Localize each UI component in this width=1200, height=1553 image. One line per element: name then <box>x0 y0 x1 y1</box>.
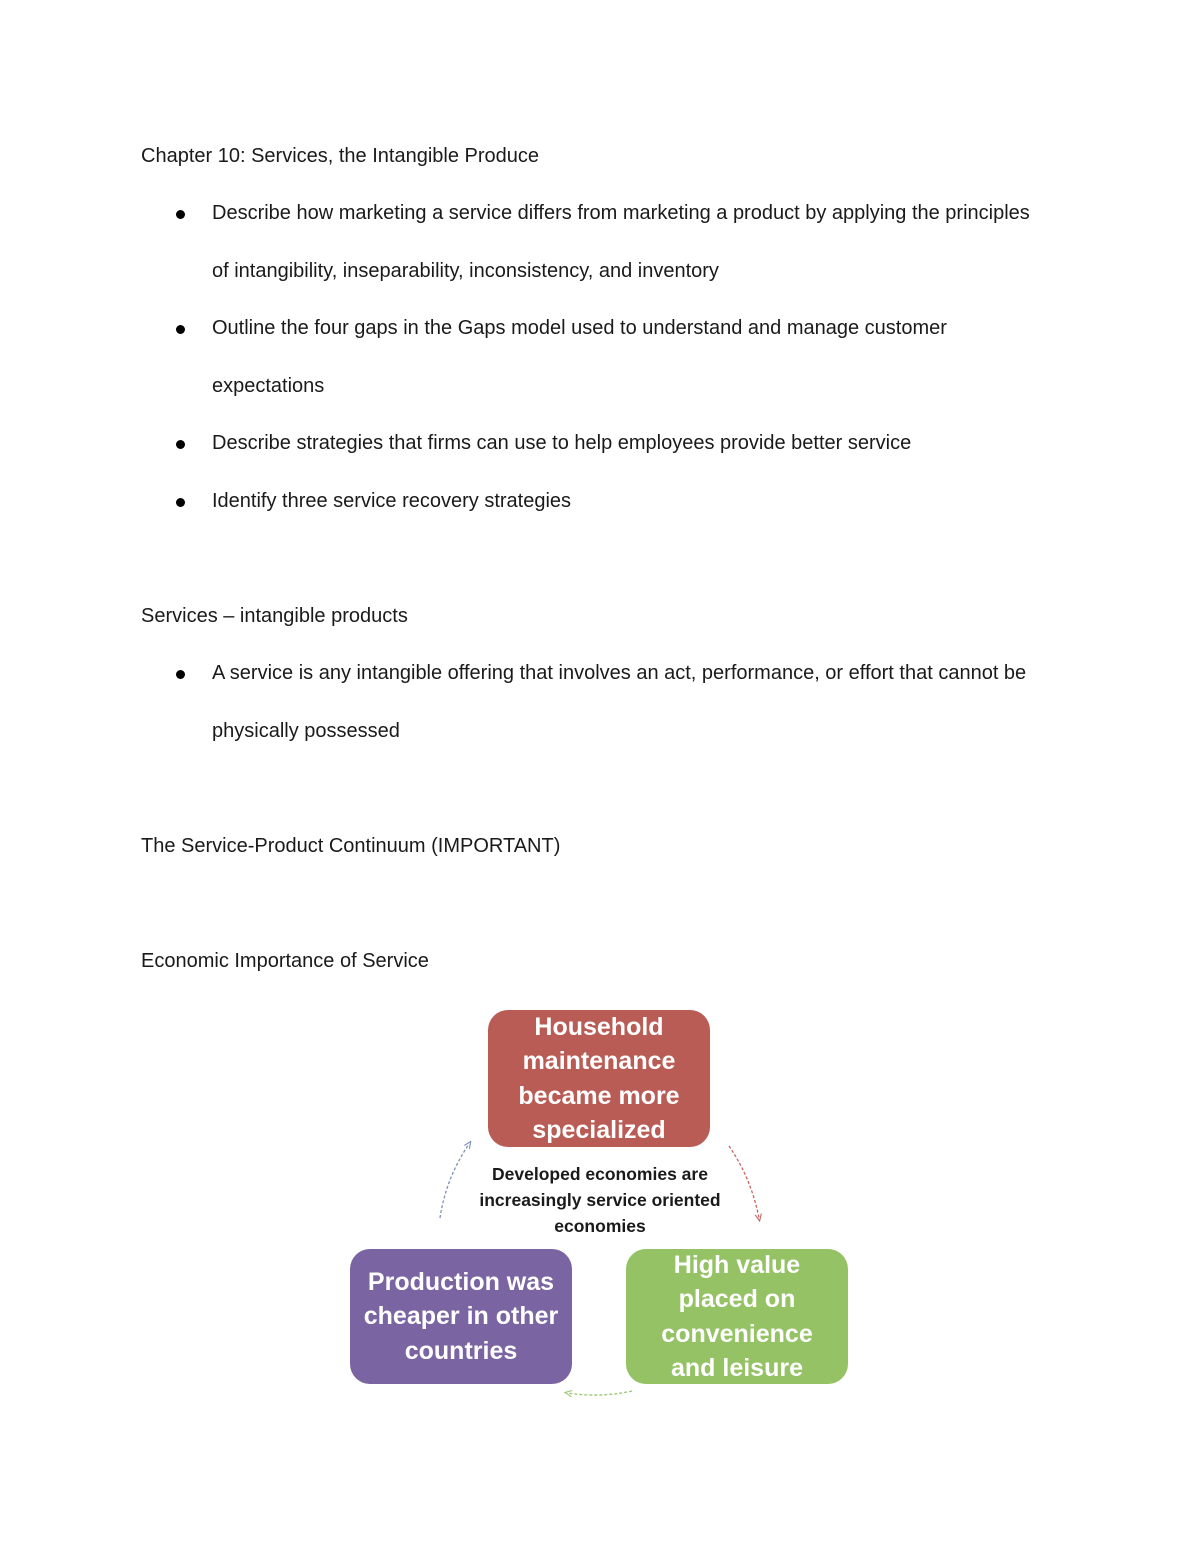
arrow-top-to-right <box>729 1146 759 1218</box>
list-item: Outline the four gaps in the Gaps model used to understand and manage customer expectations <box>172 300 1032 415</box>
objectives-list <box>172 185 1032 530</box>
services-heading: Services – intangible products <box>141 605 408 627</box>
economic-importance-diagram <box>340 1000 860 1410</box>
chapter-title: Chapter 10: Services, the Intangible Produce <box>141 145 540 167</box>
list-item: Identify three service recovery strategies <box>172 473 1032 531</box>
services-list <box>172 645 1032 760</box>
economic-heading: Economic Importance of Service <box>141 950 429 972</box>
convenience-leisure-box: High value placed on convenience and leisure <box>626 1249 848 1384</box>
continuum-heading: The Service-Product Continuum (IMPORTANT) <box>141 835 561 857</box>
list-item: Describe how marketing a service differs from marketing a product by applying the principles of intangibility, inseparability, inconsistency, and inventory <box>172 185 1032 300</box>
diagram-center-label: Developed economies are increasingly service oriented economies <box>479 1164 721 1236</box>
production-cheaper-box: Production was cheaper in other countries <box>350 1249 572 1384</box>
household-maintenance-box: Household maintenance became more specialized <box>488 1010 710 1147</box>
arrow-right-to-left <box>568 1391 632 1395</box>
arrow-left-to-top <box>440 1144 469 1218</box>
list-item: Describe strategies that firms can use to help employees provide better service <box>172 415 1032 473</box>
list-item: A service is any intangible offering that involves an act, performance, or effort that cannot be physically possessed <box>172 645 1032 760</box>
